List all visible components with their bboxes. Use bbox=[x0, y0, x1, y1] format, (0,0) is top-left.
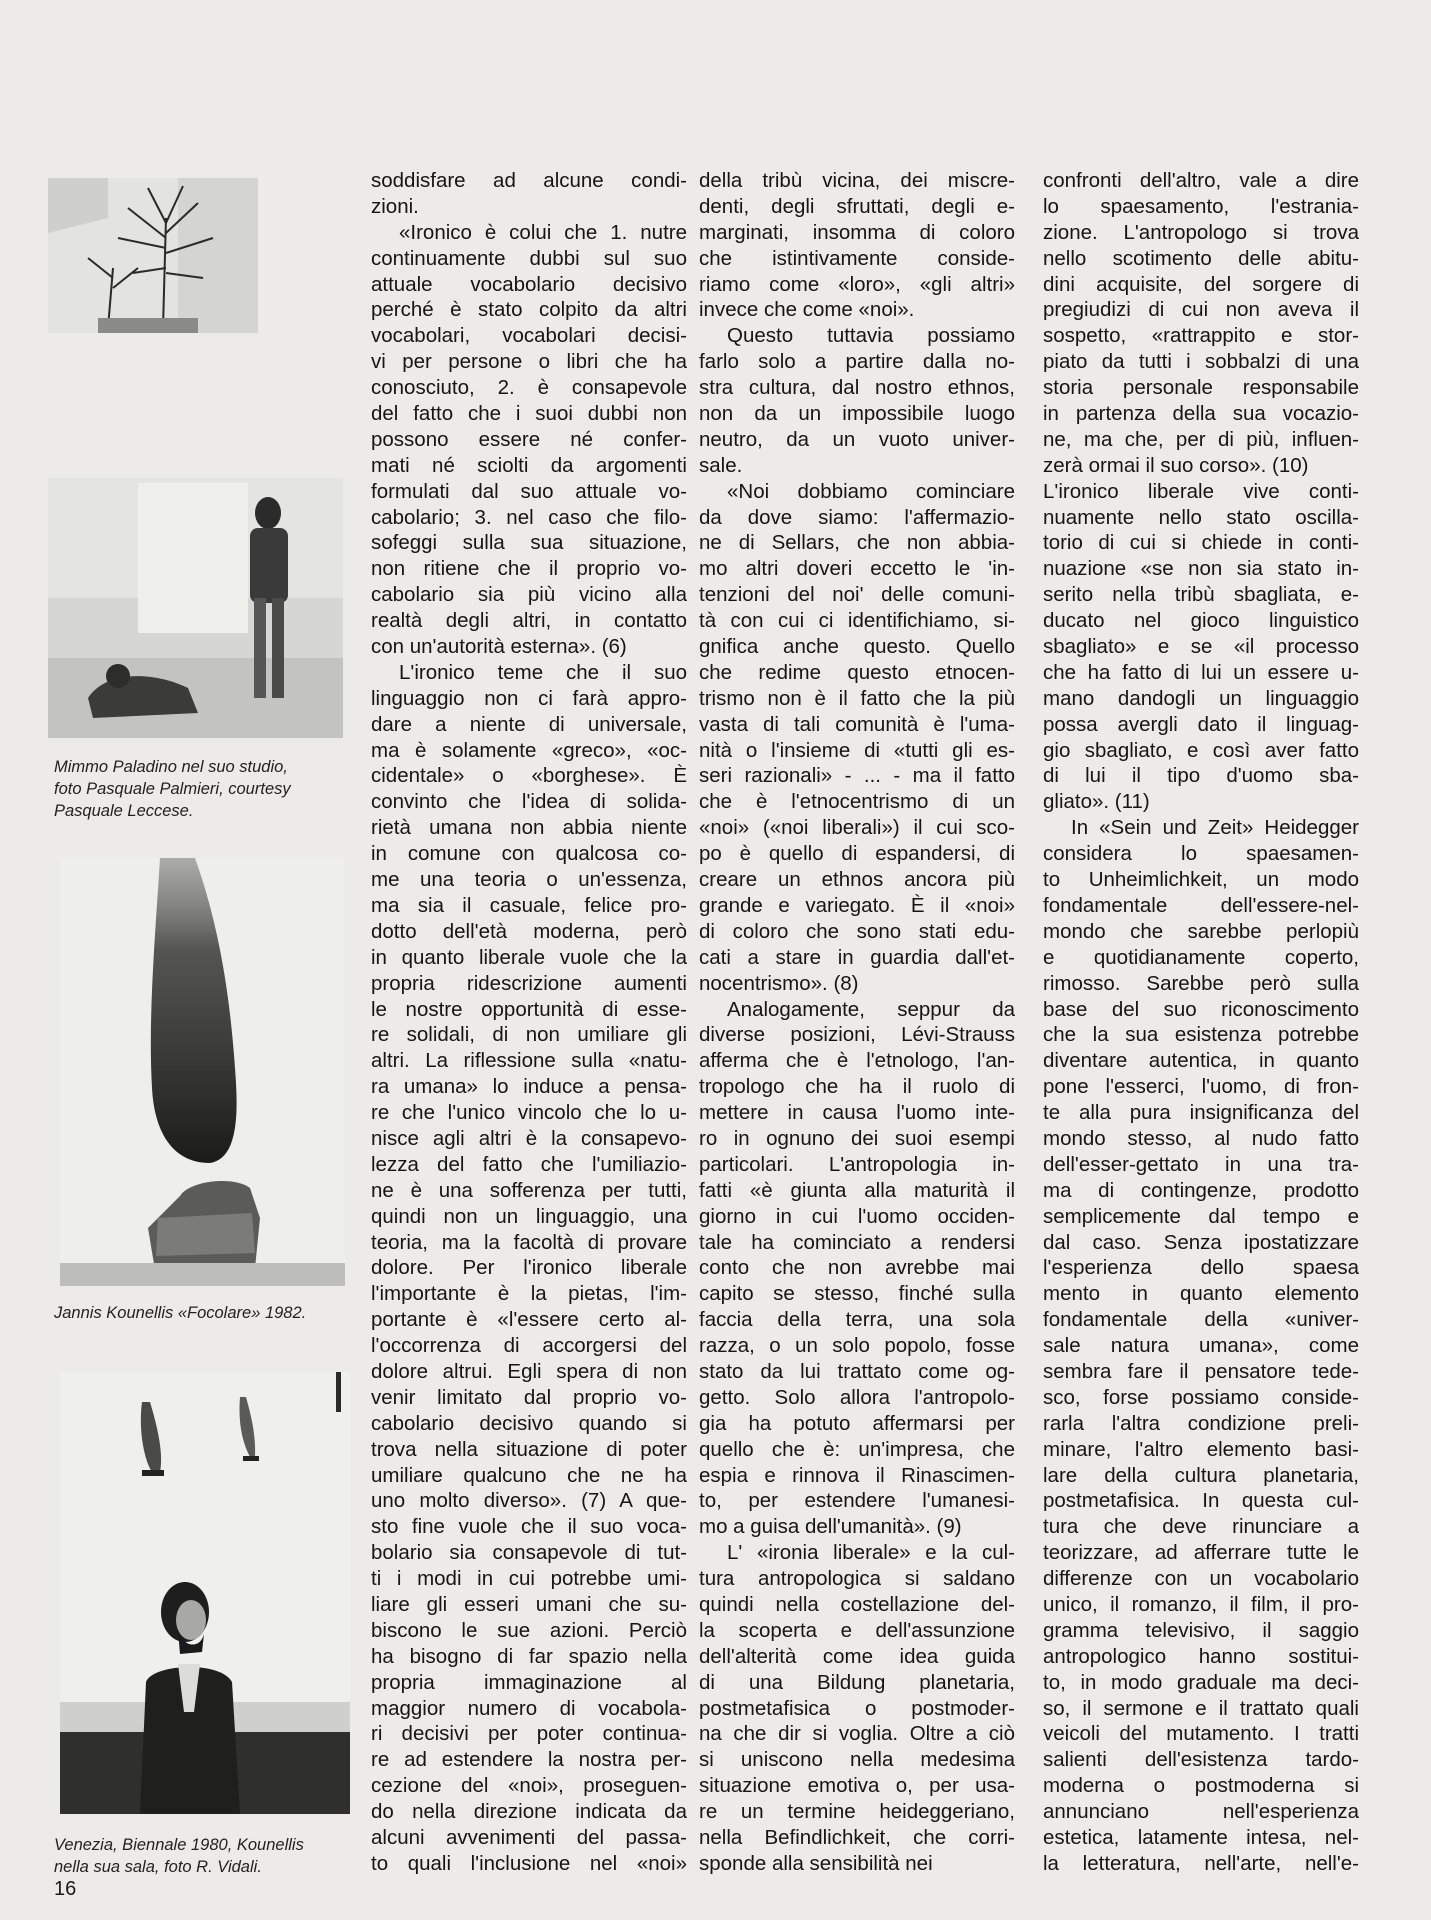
text-line: teorizzare, ad afferrare tutte le bbox=[1043, 1541, 1359, 1565]
text-line: mondo stesso, al nudo fatto bbox=[1043, 1126, 1359, 1150]
text-line: altri. La riflessione sulla «natu- bbox=[371, 1049, 687, 1073]
text-line: to, in modo graduale ma deci- bbox=[1043, 1670, 1359, 1694]
text-line: ro in ognuno dei suoi esempi bbox=[699, 1126, 1015, 1150]
text-line: mati né sciolti da argomenti bbox=[371, 453, 687, 477]
text-line: la scoperta e dell'assunzione bbox=[699, 1618, 1015, 1642]
text-line: po è quello di espandersi, di bbox=[699, 842, 1015, 866]
text-line: to, per estendere l'umanesi- bbox=[699, 1489, 1015, 1513]
text-line: portante è «l'essere certo al- bbox=[371, 1308, 687, 1332]
text-line: dal caso. Senza ipostatizzare bbox=[1043, 1230, 1359, 1254]
text-line: storia personale responsabile bbox=[1043, 376, 1359, 400]
text-line: mondo che sarebbe perlopiù bbox=[1043, 919, 1359, 943]
text-line: mo altri doveri eccetto le 'in- bbox=[699, 557, 1015, 581]
text-line: Analogamente, seppur da bbox=[727, 997, 1015, 1021]
text-line: confronti dell'altro, vale a dire bbox=[1043, 169, 1359, 192]
text-line: cidentale» o «borghese». È bbox=[371, 764, 687, 788]
text-line: soddisfare ad alcune condi- bbox=[371, 169, 687, 192]
text-line: alcuni avvenimenti del passa- bbox=[371, 1826, 687, 1849]
text-line: in partenza della sua vocazio- bbox=[1043, 402, 1359, 426]
text-line: nocentrismo». (8) bbox=[699, 971, 859, 995]
text-line: dare a niente di universale, bbox=[371, 712, 687, 736]
text-line: le nostre opportunità di esse- bbox=[371, 997, 687, 1021]
text-line: te alla pura insignificanza del bbox=[1043, 1101, 1359, 1125]
text-line: na che dir si voglia. Oltre a ciò bbox=[699, 1722, 1015, 1746]
text-line: differenze con un vocabolario bbox=[1043, 1567, 1359, 1591]
text-line: perché è stato colpito da altri bbox=[371, 298, 687, 322]
text-line: grande e variegato. È il «noi» bbox=[699, 893, 1015, 917]
text-line: conosciuto, 2. è consapevole bbox=[371, 376, 687, 400]
text-line: re ad estendere la nostra per- bbox=[371, 1748, 687, 1772]
text-line: di una Bildung planetaria, bbox=[699, 1670, 1015, 1694]
text-line: postmetafisica o postmoder- bbox=[699, 1696, 1015, 1720]
text-line: possono essere né confer- bbox=[371, 427, 687, 451]
text-line: zione. L'antropologo si trova bbox=[1043, 220, 1359, 244]
text-line: maggior numero di vocabola- bbox=[371, 1696, 687, 1720]
text-line: do nella direzione indicata da bbox=[371, 1800, 687, 1824]
text-line: ne di Sellars, che non abbia- bbox=[699, 531, 1015, 555]
text-line: dell'alterità come idea guida bbox=[699, 1644, 1015, 1668]
text-line: ra umana» lo induce a pensa- bbox=[371, 1075, 687, 1099]
text-line: ti i modi in cui potrebbe umi- bbox=[371, 1567, 687, 1591]
caption-line: nella sua sala, foto R. Vidali. bbox=[54, 1858, 262, 1876]
text-line: che istintivamente conside- bbox=[699, 246, 1015, 270]
text-line: mettere in causa l'uomo inte- bbox=[699, 1101, 1015, 1125]
text-line: gnifica anche questo. Quello bbox=[699, 635, 1015, 659]
text-line: linguaggio non ci farà appro- bbox=[371, 686, 687, 710]
caption-line: Pasquale Leccese. bbox=[54, 802, 194, 820]
text-line: di coloro che sono stati edu- bbox=[699, 919, 1015, 943]
text-line: ma è solamente «greco», «oc- bbox=[371, 738, 687, 762]
text-line: la letteratura, nell'arte, nell'e- bbox=[1043, 1851, 1359, 1875]
text-line: neutro, da un vuoto univer- bbox=[699, 427, 1015, 451]
text-line: fatti «è giunta alla maturità il bbox=[699, 1178, 1015, 1202]
text-line: ma di contingenze, prodotto bbox=[1043, 1178, 1359, 1202]
text-line: afferma che è l'etnologo, l'an- bbox=[699, 1049, 1015, 1073]
text-line: to Unheimlichkeit, un modo bbox=[1043, 868, 1359, 892]
text-line: nello scotimento delle abitu- bbox=[1043, 246, 1359, 270]
text-line: gio sbagliato, e così aver fatto bbox=[1043, 738, 1359, 762]
text-line: cezione del «noi», proseguen- bbox=[371, 1774, 687, 1798]
text-line: l'importante è la pietas, l'im- bbox=[371, 1282, 687, 1306]
text-line: annunciano nell'esperienza bbox=[1043, 1800, 1359, 1824]
text-line: cabolario sia più vicino alla bbox=[371, 583, 687, 607]
text-line: pone l'esserci, l'uomo, di fron- bbox=[1043, 1075, 1359, 1099]
text-line: trova nella situazione di poter bbox=[371, 1437, 687, 1461]
text-column-2 bbox=[699, 168, 1015, 1877]
text-line: convinto che l'idea di solida- bbox=[371, 790, 687, 814]
text-line: Questo tuttavia possiamo bbox=[727, 324, 1015, 348]
text-line: che ha fatto di lui un essere u- bbox=[1043, 660, 1359, 684]
text-line: nuazione «se non sia stato in- bbox=[1043, 557, 1359, 581]
text-line: quindi non un linguaggio, una bbox=[371, 1204, 687, 1228]
text-line: rarla l'altra condizione preli- bbox=[1043, 1411, 1359, 1435]
text-line: sto fine vuole che il suo voca- bbox=[371, 1515, 687, 1539]
text-line: stato da lui trattato come og- bbox=[699, 1359, 1015, 1383]
text-line: e quotidianamente coperto, bbox=[1043, 945, 1359, 969]
text-line: gliato». (11) bbox=[1043, 790, 1150, 814]
text-line: «Noi dobbiamo cominciare bbox=[727, 479, 1015, 503]
text-line: che redime questo etnocen- bbox=[699, 660, 1015, 684]
text-line: base del suo riconoscimento bbox=[1043, 997, 1359, 1021]
text-line: In «Sein und Zeit» Heidegger bbox=[1071, 816, 1359, 840]
text-line: tura antropologica si saldano bbox=[699, 1567, 1015, 1591]
text-line: faccia della terra, una sola bbox=[699, 1308, 1015, 1332]
text-line: invece che come «noi». bbox=[699, 298, 915, 322]
text-line: lare della cultura planetaria, bbox=[1043, 1463, 1359, 1487]
text-line: serito nella tribù sbagliata, e- bbox=[1043, 583, 1359, 607]
text-line: sospetto, «rattrappito e stor- bbox=[1043, 324, 1359, 348]
text-line: re solidali, di non umiliare gli bbox=[371, 1023, 687, 1047]
caption-kounellis-focolare bbox=[54, 1302, 354, 1324]
text-line: ne è una sofferenza per tutti, bbox=[371, 1178, 687, 1202]
text-line: formulati dal suo attuale vo- bbox=[371, 479, 687, 503]
text-line: bolario sia consapevole di tut- bbox=[371, 1541, 687, 1565]
text-line: fondamentale della «univer- bbox=[1043, 1308, 1359, 1332]
text-line: cati a stare in guardia dall'et- bbox=[699, 945, 1015, 969]
text-line: moderna o postmoderna si bbox=[1043, 1774, 1359, 1798]
text-line: zerà ormai il suo corso». (10) bbox=[1043, 453, 1309, 477]
text-line: particolari. L'antropologia in- bbox=[699, 1152, 1015, 1176]
text-line: umiliare qualcuno che ne ha bbox=[371, 1463, 687, 1487]
text-line: sbagliato» e se «il processo bbox=[1043, 635, 1359, 659]
text-line: possa avergli dato il linguag- bbox=[1043, 712, 1359, 736]
text-line: gia ha potuto affermarsi per bbox=[699, 1411, 1015, 1435]
text-line: stra cultura, dal nostro ethnos, bbox=[699, 376, 1015, 400]
photo-venezia-biennale bbox=[60, 1372, 350, 1814]
text-line: biscono le sue azioni. Perciò bbox=[371, 1618, 687, 1642]
text-line: salienti dell'esistenza tardo- bbox=[1043, 1748, 1359, 1772]
text-line: veicoli del mutamento. I tratti bbox=[1043, 1722, 1359, 1746]
text-line: vasta di tali comunità è l'uma- bbox=[699, 712, 1015, 736]
text-line: estetica, latamente intesa, nel- bbox=[1043, 1826, 1359, 1849]
text-line: realtà degli altri, in contatto bbox=[371, 609, 687, 633]
text-line: semplicemente dal tempo e bbox=[1043, 1204, 1359, 1228]
text-line: fondamentale dell'essere-nel- bbox=[1043, 893, 1359, 917]
text-line: ne, ma che, per di più, influen- bbox=[1043, 427, 1359, 451]
text-line: L'ironico teme che il suo bbox=[399, 660, 687, 684]
text-line: dotto dell'età moderna, però bbox=[371, 919, 687, 943]
text-line: gramma televisivo, il saggio bbox=[1043, 1618, 1359, 1642]
text-line: tale ha cominciato a rendersi bbox=[699, 1230, 1015, 1254]
caption-line: Jannis Kounellis «Focolare» 1982. bbox=[54, 1304, 307, 1322]
text-line: cabolario; 3. nel caso che filo- bbox=[371, 505, 687, 529]
caption-line: foto Pasquale Palmieri, courtesy bbox=[54, 780, 291, 798]
text-line: dolore altrui. Egli spera di non bbox=[371, 1359, 687, 1383]
text-line: tura che deve rinunciare a bbox=[1043, 1515, 1359, 1539]
text-line: non da un impossibile luogo bbox=[699, 402, 1015, 426]
text-line: me una teoria o un'essenza, bbox=[371, 868, 687, 892]
text-line: lo spaesamento, l'estrania- bbox=[1043, 194, 1359, 218]
text-line: in quanto liberale vuole che la bbox=[371, 945, 687, 969]
text-line: capito se stesso, finché sulla bbox=[699, 1282, 1015, 1306]
text-line: mano dandogli un linguaggio bbox=[1043, 686, 1359, 710]
text-line: razza, o un solo popolo, fosse bbox=[699, 1334, 1015, 1358]
text-line: unico, il romanzo, il film, il pro- bbox=[1043, 1592, 1359, 1616]
text-line: si uniscono nella medesima bbox=[699, 1748, 1015, 1772]
text-column-1 bbox=[371, 168, 687, 1877]
text-line: minare, l'altro elemento basi- bbox=[1043, 1437, 1359, 1461]
text-line: seri razionali» - ... - ma il fatto bbox=[699, 764, 1015, 788]
text-line: diventare autentica, in quanto bbox=[1043, 1049, 1359, 1073]
text-line: giorno in cui l'uomo occiden- bbox=[699, 1204, 1015, 1228]
text-line: denti, degli sfruttati, degli e- bbox=[699, 194, 1015, 218]
text-line: «noi» («noi liberali») il cui sco- bbox=[699, 816, 1015, 840]
text-line: ma sia il casuale, felice pro- bbox=[371, 893, 687, 917]
text-line: propria ridescrizione aumenti bbox=[371, 971, 687, 995]
text-line: dell'esser-gettato in una tra- bbox=[1043, 1152, 1359, 1176]
text-line: diverse posizioni, Lévi-Strauss bbox=[699, 1023, 1015, 1047]
text-line: ducato nel gioco linguistico bbox=[1043, 609, 1359, 633]
photo-kounellis-focolare bbox=[60, 858, 345, 1286]
text-line: mo a guisa dell'umanità». (9) bbox=[699, 1515, 962, 1539]
text-line: re un termine heideggeriano, bbox=[699, 1800, 1015, 1824]
caption-venezia bbox=[54, 1834, 354, 1878]
text-line: attuale vocabolario decisivo bbox=[371, 272, 687, 296]
text-line: sofeggi sulla sua situazione, bbox=[371, 531, 687, 555]
caption-line: Mimmo Paladino nel suo studio, bbox=[54, 758, 288, 776]
text-line: che la sua esistenza potrebbe bbox=[1043, 1023, 1359, 1047]
text-line: l'occorrenza di accorgersi del bbox=[371, 1334, 687, 1358]
text-line: considera lo spaesamen- bbox=[1043, 842, 1359, 866]
text-line: nità o l'insieme di «tutti gli es- bbox=[699, 738, 1015, 762]
text-line: tà con cui ci identifichiamo, si- bbox=[699, 609, 1015, 633]
text-line: propria immaginazione al bbox=[371, 1670, 687, 1694]
caption-paladino bbox=[54, 756, 354, 822]
text-line: in comune con qualcosa co- bbox=[371, 842, 687, 866]
text-line: getto. Solo allora l'antropolo- bbox=[699, 1385, 1015, 1409]
text-line: re che l'unico vincolo che lo u- bbox=[371, 1101, 687, 1125]
text-line: trismo non è il fatto che la più bbox=[699, 686, 1015, 710]
text-line: teoria, ma la facoltà di provare bbox=[371, 1230, 687, 1254]
text-line: marginati, insomma di coloro bbox=[699, 220, 1015, 244]
text-line: mento in quanto elemento bbox=[1043, 1282, 1359, 1306]
text-line: del fatto che i suoi dubbi non bbox=[371, 402, 687, 426]
text-line: sponde alla sensibilità nei bbox=[699, 1851, 933, 1875]
text-line: lezza del fatto che l'umiliazio- bbox=[371, 1152, 687, 1176]
text-line: so, il sermone e il trattato quali bbox=[1043, 1696, 1359, 1720]
text-line: creare un ethnos ancora più bbox=[699, 868, 1015, 892]
text-line: «Ironico è colui che 1. nutre bbox=[399, 220, 687, 244]
text-line: nisce agli altri è la consapevo- bbox=[371, 1126, 687, 1150]
text-line: che è l'etnocentrismo di un bbox=[699, 790, 1015, 814]
text-line: situazione emotiva o, per usa- bbox=[699, 1774, 1015, 1798]
text-line: nuamente nello stato oscilla- bbox=[1043, 505, 1359, 529]
text-line: riamo come «loro», «gli altri» bbox=[699, 272, 1015, 296]
text-line: sembra fare il pensatore tede- bbox=[1043, 1359, 1359, 1383]
text-line: non ritiene che il proprio vo- bbox=[371, 557, 687, 581]
text-line: tenzioni del noi' delle comuni- bbox=[699, 583, 1015, 607]
text-line: cabolario decisivo quando si bbox=[371, 1411, 687, 1435]
text-line: ri decisivi per poter continua- bbox=[371, 1722, 687, 1746]
photo-paladino-studio bbox=[48, 178, 343, 738]
text-line: torio di cui si chiede in conti- bbox=[1043, 531, 1359, 555]
text-line: continuamente dubbi sul suo bbox=[371, 246, 687, 270]
text-line: postmetafisica. In questa cul- bbox=[1043, 1489, 1359, 1513]
text-line: quello che è: un'impresa, che bbox=[699, 1437, 1015, 1461]
text-line: antropologico hanno sostitui- bbox=[1043, 1644, 1359, 1668]
text-column-3 bbox=[1043, 168, 1359, 1877]
text-line: dini acquisite, del sorgere di bbox=[1043, 272, 1359, 296]
text-line: conto che non avrebbe mai bbox=[699, 1256, 1015, 1280]
text-line: tropologo che ha il ruolo di bbox=[699, 1075, 1015, 1099]
text-line: con un'autorità esterna». (6) bbox=[371, 635, 627, 659]
text-line: rimosso. Sarebbe però sulla bbox=[1043, 971, 1359, 995]
text-line: zioni. bbox=[371, 194, 419, 218]
text-line: liare gli esseri umani che su- bbox=[371, 1592, 687, 1616]
caption-line: Venezia, Biennale 1980, Kounellis bbox=[54, 1836, 304, 1854]
text-line: espia e rinnova il Rinascimen- bbox=[699, 1463, 1015, 1487]
text-line: ha bisogno di far spazio nella bbox=[371, 1644, 687, 1668]
text-line: piato da tutti i sobbalzi di una bbox=[1043, 350, 1359, 374]
page-number: 16 bbox=[54, 1878, 77, 1900]
text-line: rietà umana non abbia niente bbox=[371, 816, 687, 840]
text-line: nella Befindlichkeit, che corri- bbox=[699, 1826, 1015, 1849]
text-line: vi per persone o libri che ha bbox=[371, 350, 687, 374]
text-line: da dove siamo: l'affermazio- bbox=[699, 505, 1015, 529]
text-line: quindi nella costellazione del- bbox=[699, 1592, 1015, 1616]
text-line: to quali l'inclusione nel «noi» bbox=[371, 1851, 687, 1875]
text-line: sco, forse possiamo conside- bbox=[1043, 1385, 1359, 1409]
text-line: sale. bbox=[699, 453, 743, 477]
text-line: della tribù vicina, dei miscre- bbox=[699, 169, 1015, 192]
text-line: pregiudizi di cui non aveva il bbox=[1043, 298, 1359, 322]
text-line: uno molto diverso». (7) A que- bbox=[371, 1489, 687, 1513]
text-line: di lui il tipo d'uomo sba- bbox=[1043, 764, 1359, 788]
text-line: l'esperienza dello spaesa bbox=[1043, 1256, 1359, 1280]
text-line: venir limitato dal proprio vo- bbox=[371, 1385, 687, 1409]
text-line: L' «ironia liberale» e la cul- bbox=[727, 1541, 1015, 1565]
text-line: sale natura umana», come bbox=[1043, 1334, 1359, 1358]
text-line: farlo solo a partire dalla no- bbox=[699, 350, 1015, 374]
text-line: L'ironico liberale vive conti- bbox=[1043, 479, 1359, 503]
text-line: vocabolari, vocabolari decisi- bbox=[371, 324, 687, 348]
text-line: dolore. Per l'ironico liberale bbox=[371, 1256, 687, 1280]
